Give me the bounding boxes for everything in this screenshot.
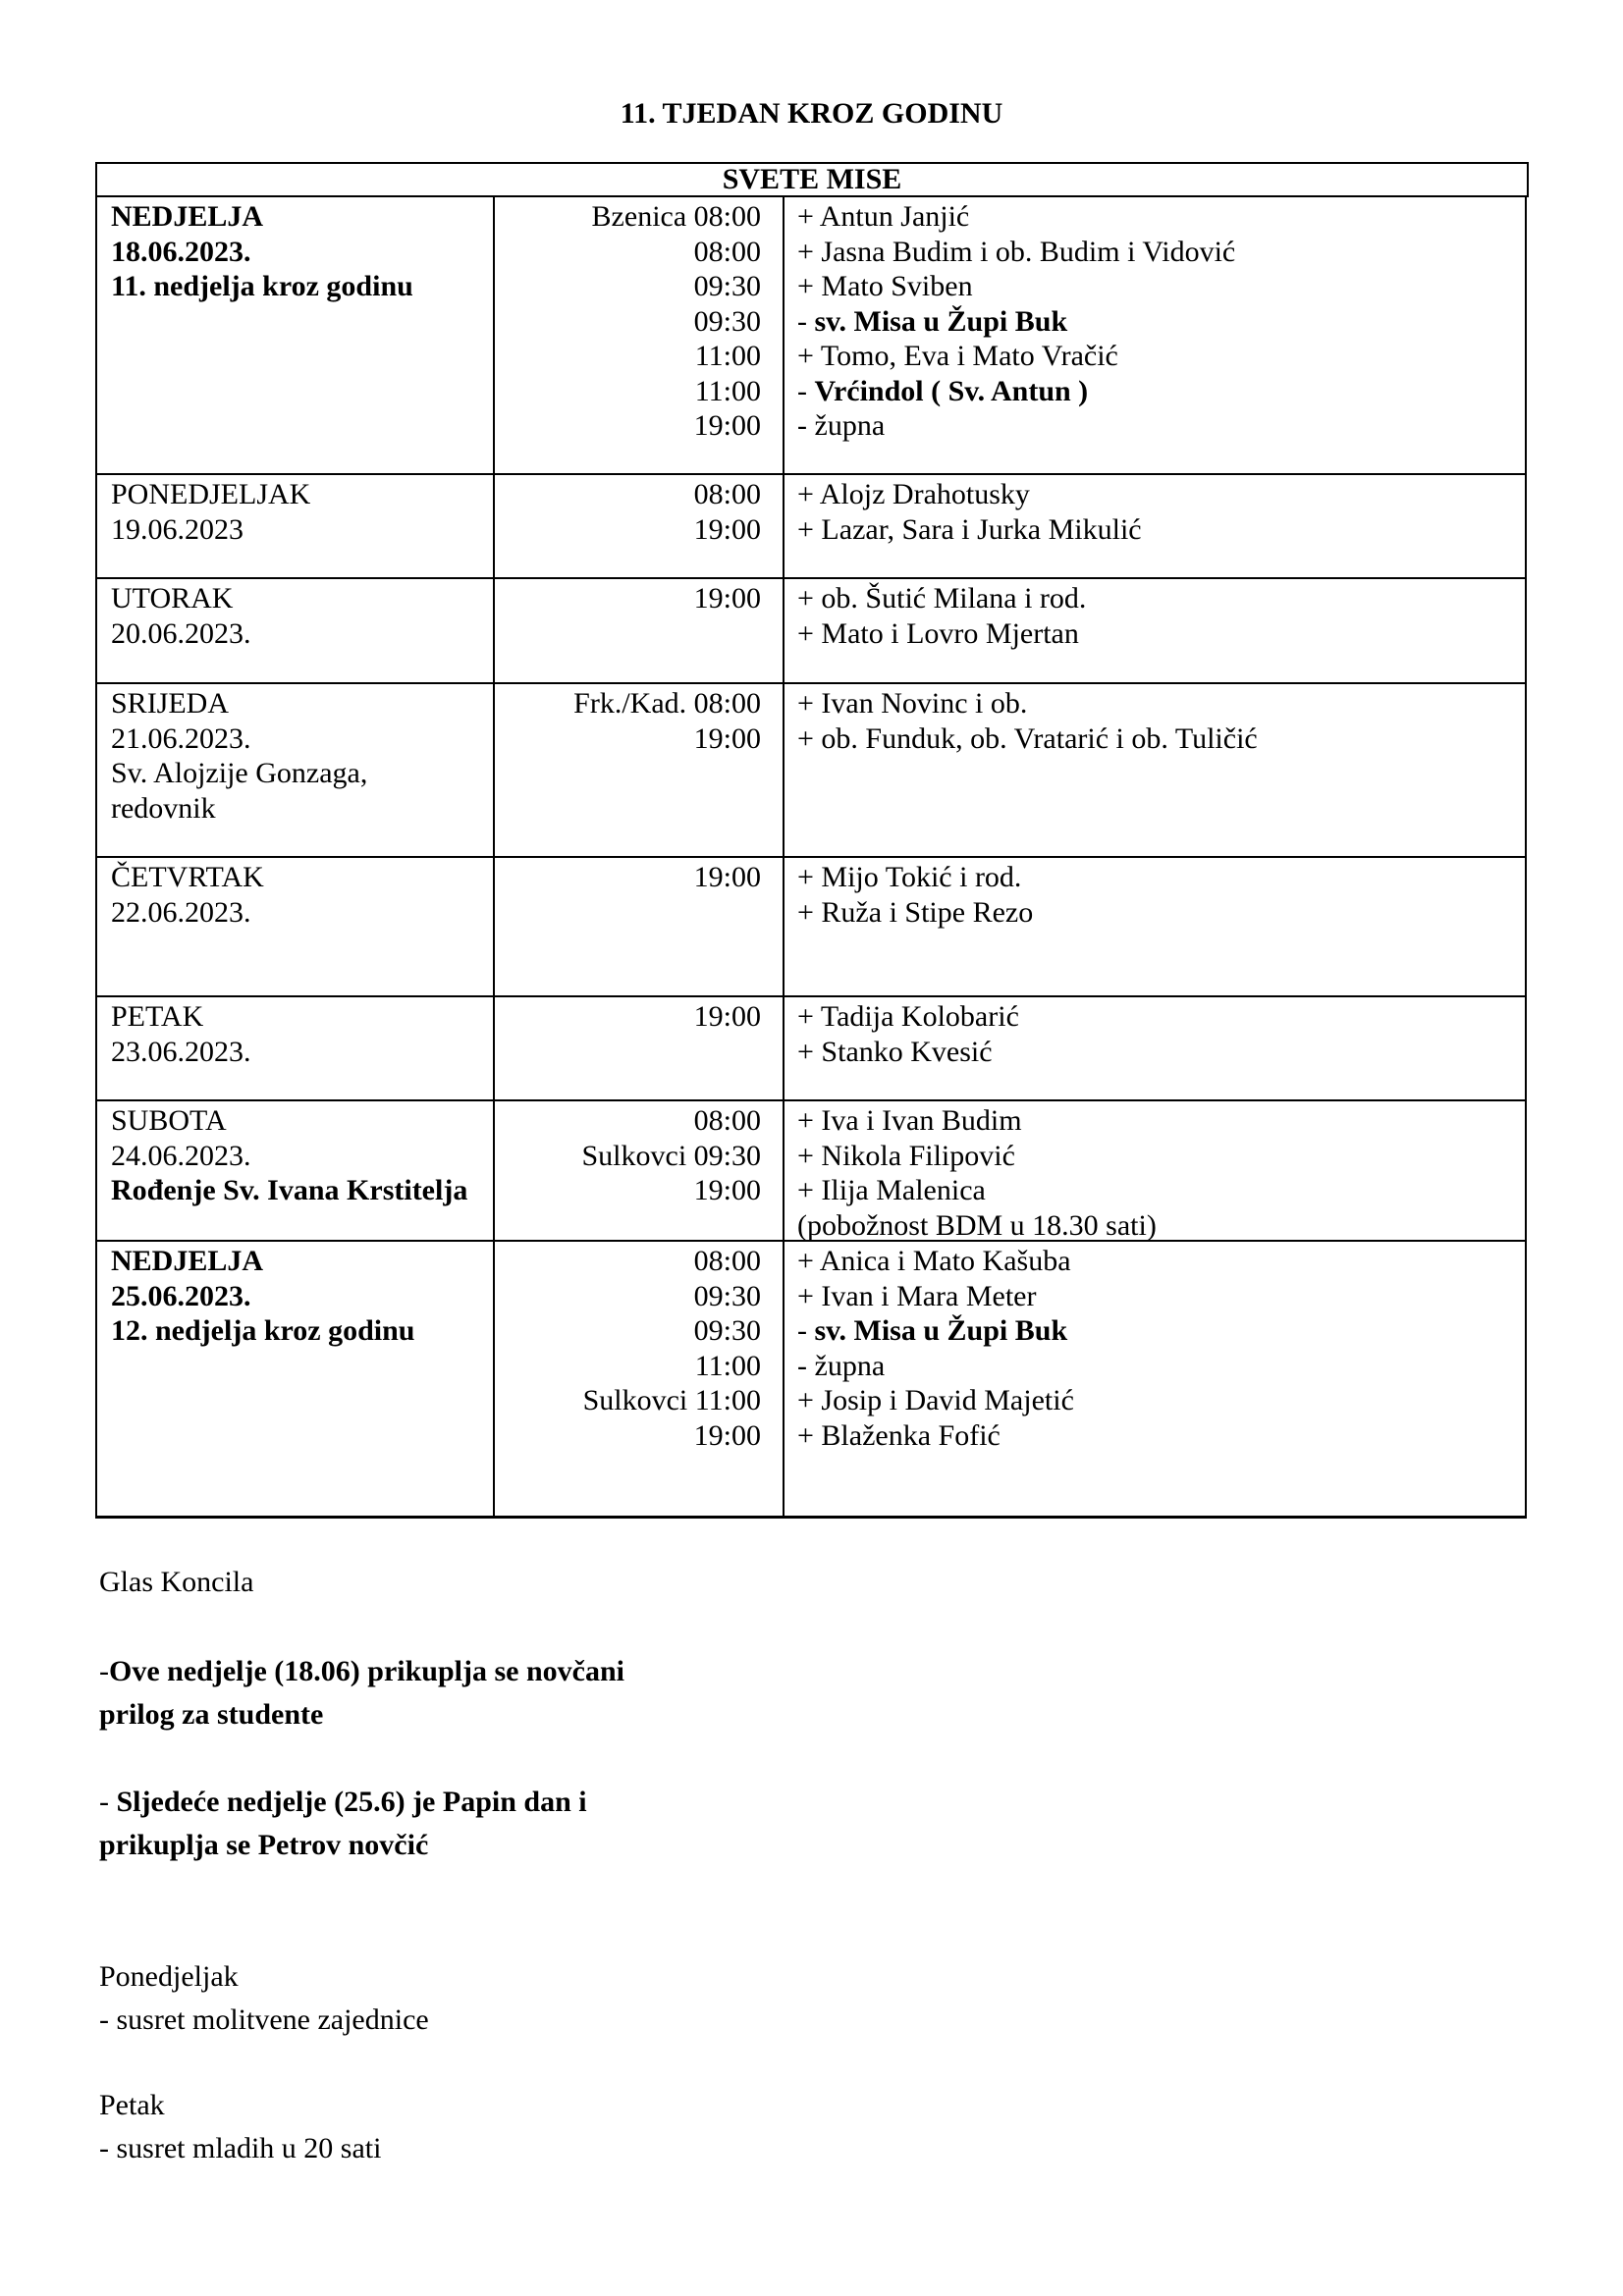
mass-intention bbox=[797, 1349, 1525, 1384]
mass-time: 09:30 bbox=[693, 1279, 761, 1312]
day-date: 21.06.2023. bbox=[111, 721, 251, 755]
time-cell bbox=[495, 475, 784, 577]
intention-cell bbox=[784, 684, 1525, 856]
time-cell bbox=[495, 1242, 784, 1516]
intention-cell bbox=[784, 475, 1525, 577]
note-friday-title: Petak bbox=[99, 2089, 165, 2121]
time-cell bbox=[495, 684, 784, 856]
day-date: 24.06.2023. bbox=[111, 1139, 251, 1172]
intention-prefix: + bbox=[797, 1418, 822, 1452]
intention-cell bbox=[784, 997, 1525, 1099]
mass-intention bbox=[797, 1035, 1525, 1070]
day-cell bbox=[97, 1101, 495, 1240]
intention-prefix: + bbox=[797, 1139, 822, 1172]
intention-prefix: - bbox=[797, 1314, 815, 1347]
note-pope-line-2: prikuplja se Petrov novčić bbox=[99, 1829, 429, 1861]
mass-time: 19:00 bbox=[693, 512, 761, 546]
mass-intention bbox=[797, 999, 1525, 1035]
mass-time: 08:00 bbox=[693, 1104, 761, 1137]
intention-prefix: - bbox=[797, 409, 815, 442]
table-row bbox=[95, 858, 1527, 997]
mass-intention bbox=[797, 235, 1525, 270]
intention-cell bbox=[784, 579, 1525, 682]
mass-intention bbox=[797, 199, 1525, 235]
intention-text: ob. Funduk, ob. Vratarić i ob. Tuličić bbox=[821, 721, 1258, 755]
intention-text: župna bbox=[814, 1349, 886, 1382]
day-cell bbox=[97, 684, 495, 856]
intention-text: Blaženka Fofić bbox=[821, 1418, 1001, 1452]
day-date: 20.06.2023. bbox=[111, 616, 251, 650]
day-name: SRIJEDA bbox=[111, 687, 230, 720]
intention-text: Stanko Kvesić bbox=[821, 1035, 993, 1068]
intention-text: Lazar, Sara i Jurka Mikulić bbox=[821, 512, 1142, 546]
day-date: 18.06.2023. bbox=[111, 235, 251, 268]
mass-time: 19:00 bbox=[693, 721, 761, 755]
intention-prefix: + bbox=[797, 1000, 821, 1033]
day-name: PONEDJELJAK bbox=[111, 478, 311, 510]
note-pope-line-1 bbox=[99, 1785, 587, 1820]
intention-text: Jasna Budim i ob. Budim i Vidović bbox=[821, 235, 1236, 268]
mass-time: 19:00 bbox=[693, 582, 761, 614]
day-cell bbox=[97, 475, 495, 577]
mass-intention bbox=[797, 686, 1525, 721]
intention-prefix: + bbox=[797, 1384, 822, 1416]
intention-prefix: + bbox=[797, 895, 822, 929]
mass-time: 08:00 bbox=[693, 1245, 761, 1277]
note-text: Ove nedjelje (18.06) prikuplja se novčani bbox=[109, 1655, 624, 1687]
day-cell bbox=[97, 579, 495, 682]
mass-intention bbox=[797, 512, 1525, 548]
day-date: 19.06.2023 bbox=[111, 512, 243, 546]
intention-text: Alojz Drahotusky bbox=[819, 478, 1030, 510]
note-monday-text: - susret molitvene zajednice bbox=[99, 2003, 429, 2036]
table-row bbox=[95, 997, 1527, 1101]
mass-intention bbox=[797, 860, 1525, 895]
intention-prefix: + bbox=[797, 235, 822, 268]
mass-intention bbox=[797, 721, 1525, 757]
note-prefix: - bbox=[99, 1786, 117, 1818]
mass-time: 11:00 bbox=[694, 1349, 761, 1382]
intention-text: (pobožnost BDM u 18.30 sati) bbox=[797, 1208, 1157, 1242]
day-feast: 12. nedjelja kroz godinu bbox=[111, 1314, 415, 1347]
mass-intention bbox=[797, 895, 1525, 931]
time-cell bbox=[495, 197, 784, 473]
mass-intention bbox=[797, 1208, 1525, 1244]
mass-time: 19:00 bbox=[693, 1174, 761, 1206]
intention-text: Tomo, Eva i Mato Vračić bbox=[820, 340, 1118, 372]
intention-text: župna bbox=[814, 409, 886, 442]
page-title-text: 11. TJEDAN KROZ GODINU bbox=[620, 97, 1003, 130]
mass-intention bbox=[797, 477, 1525, 512]
mass-intention bbox=[797, 1139, 1525, 1174]
intention-prefix: + bbox=[797, 582, 822, 614]
intention-prefix: - bbox=[797, 304, 815, 338]
intention-text: Nikola Filipović bbox=[821, 1139, 1015, 1172]
mass-time: 09:30 bbox=[693, 1314, 761, 1347]
intention-prefix: + bbox=[797, 270, 822, 302]
note-collection-line-2: prilog za studente bbox=[99, 1698, 324, 1731]
mass-intention bbox=[797, 1244, 1525, 1279]
mass-intention bbox=[797, 1313, 1525, 1349]
page-title bbox=[0, 96, 1623, 132]
time-cell bbox=[495, 1101, 784, 1240]
note-monday-title: Ponedjeljak bbox=[99, 1960, 239, 1993]
intention-prefix: + bbox=[797, 1104, 822, 1137]
mass-intention bbox=[797, 1103, 1525, 1139]
intention-text: Tadija Kolobarić bbox=[820, 1000, 1019, 1033]
intention-prefix: + bbox=[797, 340, 821, 372]
mass-time: Bzenica 08:00 bbox=[591, 200, 761, 233]
mass-intention bbox=[797, 581, 1525, 616]
day-feast: Rođenje Sv. Ivana Krstitelja bbox=[111, 1174, 468, 1206]
intention-text: sv. Misa u Župi Buk bbox=[814, 1314, 1068, 1347]
intention-prefix: + bbox=[797, 1174, 822, 1206]
time-cell bbox=[495, 997, 784, 1099]
intention-text: Ivan i Mara Meter bbox=[821, 1279, 1037, 1312]
intention-text: Anica i Mato Kašuba bbox=[819, 1245, 1071, 1277]
intention-text: Mijo Tokić i rod. bbox=[821, 861, 1022, 893]
intention-prefix: + bbox=[797, 687, 822, 720]
time-cell bbox=[495, 858, 784, 995]
intention-prefix: + bbox=[797, 616, 822, 650]
mass-time: Frk./Kad. 08:00 bbox=[573, 687, 761, 720]
mass-intention bbox=[797, 408, 1525, 444]
intention-cell bbox=[784, 858, 1525, 995]
note-friday-text: - susret mladih u 20 sati bbox=[99, 2132, 382, 2164]
intention-prefix: + bbox=[797, 478, 820, 510]
table-row bbox=[95, 475, 1527, 579]
day-cell bbox=[97, 997, 495, 1099]
intention-text: Ruža i Stipe Rezo bbox=[821, 895, 1034, 929]
intention-prefix: + bbox=[797, 861, 822, 893]
mass-time: 11:00 bbox=[694, 340, 761, 372]
table-row bbox=[95, 1242, 1527, 1519]
intention-prefix: + bbox=[797, 1035, 822, 1068]
mass-time: 09:30 bbox=[693, 304, 761, 338]
intention-text: Iva i Ivan Budim bbox=[821, 1104, 1022, 1137]
intention-prefix: + bbox=[797, 1279, 822, 1312]
day-name: ČETVRTAK bbox=[111, 861, 264, 893]
mass-time: Sulkovci 11:00 bbox=[582, 1384, 761, 1416]
table-row bbox=[95, 684, 1527, 858]
intention-text: Josip i David Majetić bbox=[821, 1384, 1074, 1416]
intention-prefix: + bbox=[797, 512, 822, 546]
day-name: NEDJELJA bbox=[111, 1245, 264, 1277]
day-feast: 11. nedjelja kroz godinu bbox=[111, 270, 413, 302]
time-cell bbox=[495, 579, 784, 682]
day-date: 23.06.2023. bbox=[111, 1035, 251, 1068]
note-collection-line-1 bbox=[99, 1654, 624, 1689]
note-glas-koncila: Glas Koncila bbox=[99, 1566, 254, 1598]
intention-text: Mato Sviben bbox=[821, 270, 973, 302]
intention-prefix: + bbox=[797, 721, 822, 755]
mass-intention bbox=[797, 1383, 1525, 1418]
table-row bbox=[95, 1101, 1527, 1242]
mass-intention bbox=[797, 1279, 1525, 1314]
mass-time: 19:00 bbox=[693, 1418, 761, 1452]
intention-text: Vrćindol ( Sv. Antun ) bbox=[814, 374, 1089, 407]
mass-time: 11:00 bbox=[694, 374, 761, 407]
intention-text: Ivan Novinc i ob. bbox=[821, 687, 1028, 720]
intention-text: Mato i Lovro Mjertan bbox=[821, 616, 1079, 650]
intention-text: Antun Janjić bbox=[819, 200, 970, 233]
table-row bbox=[95, 197, 1527, 475]
intention-prefix: - bbox=[797, 1349, 815, 1382]
mass-time: 19:00 bbox=[693, 409, 761, 442]
intention-cell bbox=[784, 197, 1525, 473]
intention-text: Ilija Malenica bbox=[821, 1174, 986, 1206]
intention-cell bbox=[784, 1101, 1525, 1240]
intention-text: sv. Misa u Župi Buk bbox=[814, 304, 1068, 338]
note-prefix: - bbox=[99, 1655, 109, 1687]
table-header: SVETE MISE bbox=[95, 162, 1529, 197]
mass-intention bbox=[797, 616, 1525, 652]
intention-prefix: + bbox=[797, 200, 820, 233]
mass-time: Sulkovci 09:30 bbox=[581, 1139, 761, 1172]
intention-prefix: + bbox=[797, 1245, 820, 1277]
day-cell bbox=[97, 858, 495, 995]
day-feast: redovnik bbox=[111, 791, 216, 825]
mass-time: 08:00 bbox=[693, 478, 761, 510]
mass-time: 19:00 bbox=[693, 1000, 761, 1033]
mass-intention bbox=[797, 374, 1525, 409]
mass-time: 08:00 bbox=[693, 235, 761, 268]
day-name: SUBOTA bbox=[111, 1104, 227, 1137]
day-name: PETAK bbox=[111, 1000, 204, 1033]
day-date: 22.06.2023. bbox=[111, 895, 251, 929]
intention-cell bbox=[784, 1242, 1525, 1516]
day-date: 25.06.2023. bbox=[111, 1279, 251, 1312]
day-feast: Sv. Alojzije Gonzaga, bbox=[111, 757, 368, 789]
day-name: NEDJELJA bbox=[111, 200, 264, 233]
mass-time: 09:30 bbox=[693, 270, 761, 302]
note-text: Sljedeće nedjelje (25.6) je Papin dan i bbox=[116, 1786, 587, 1818]
day-cell bbox=[97, 1242, 495, 1516]
mass-intention bbox=[797, 1418, 1525, 1454]
day-cell bbox=[97, 197, 495, 473]
mass-intention bbox=[797, 1173, 1525, 1208]
intention-prefix: - bbox=[797, 374, 815, 407]
day-name: UTORAK bbox=[111, 582, 234, 614]
table-row bbox=[95, 579, 1527, 684]
mass-intention bbox=[797, 304, 1525, 340]
mass-intention bbox=[797, 269, 1525, 304]
mass-intention bbox=[797, 339, 1525, 374]
mass-time: 19:00 bbox=[693, 861, 761, 893]
intention-text: ob. Šutić Milana i rod. bbox=[821, 582, 1087, 614]
